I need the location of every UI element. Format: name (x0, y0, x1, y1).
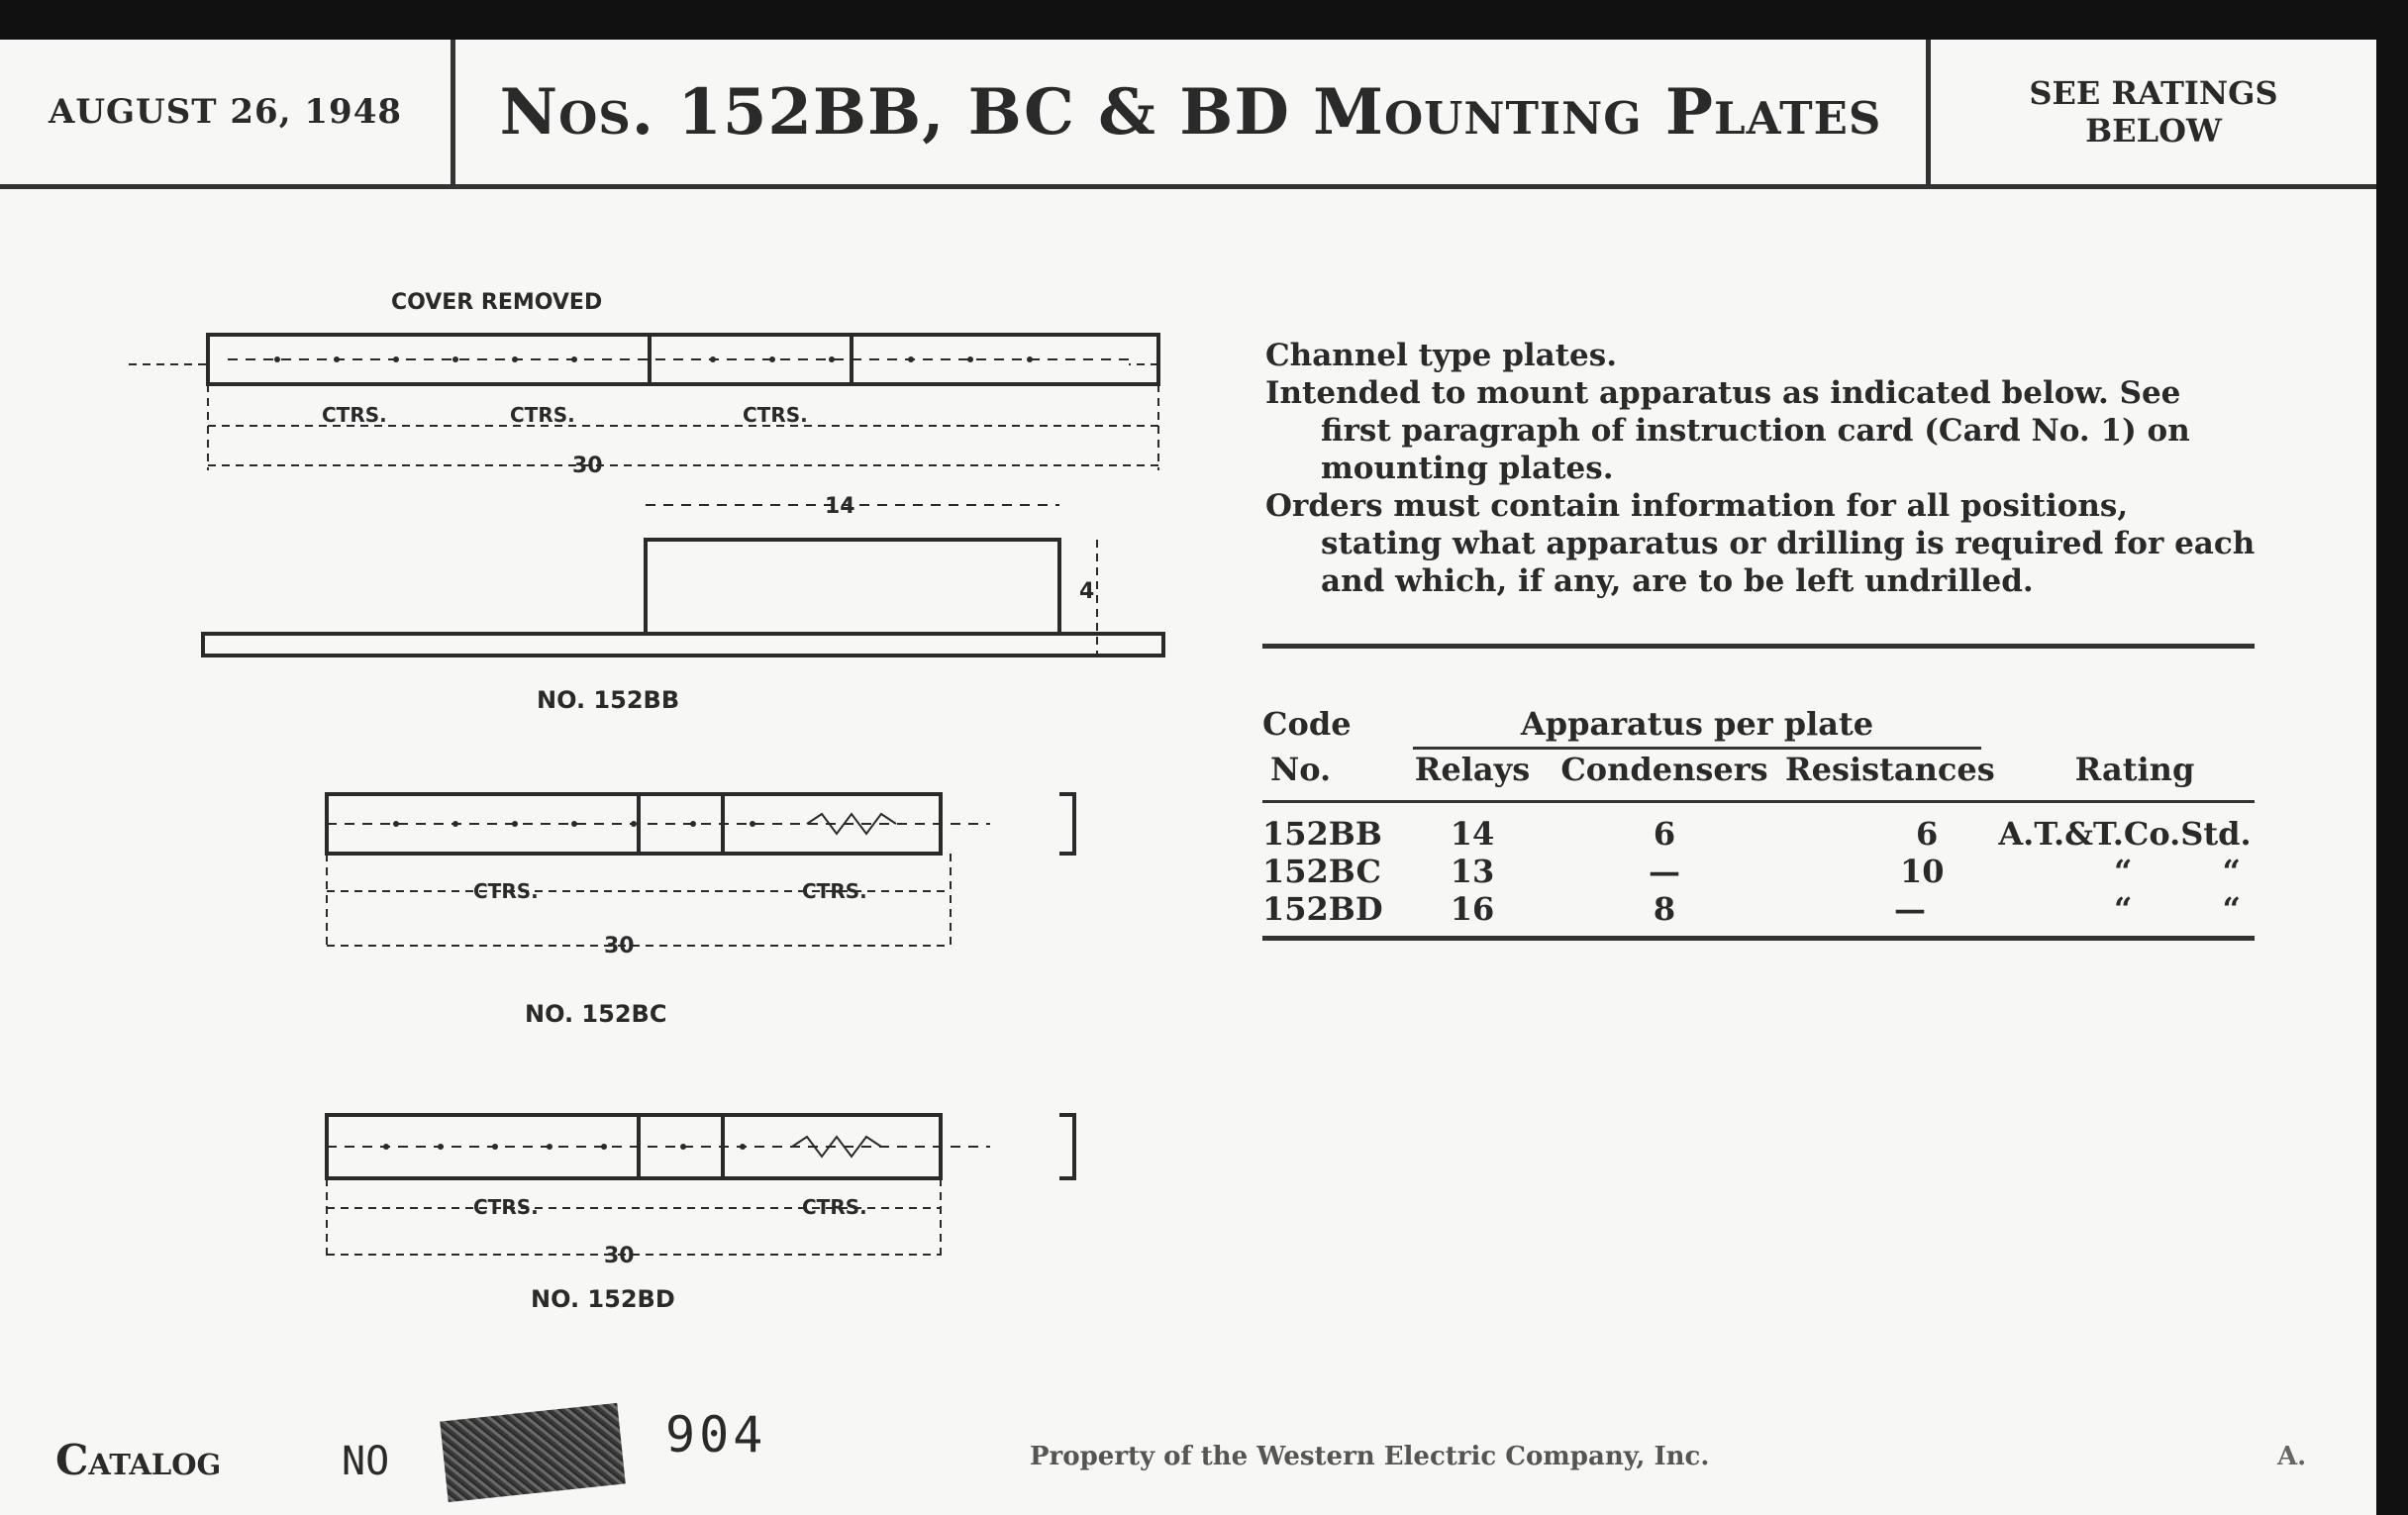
col-code: Code (1262, 705, 1352, 743)
ctrs-label-7: CTRS. (802, 1195, 867, 1219)
property-notice: Property of the Western Electric Company, Inc. (1030, 1442, 1710, 1471)
plate-152bb-side (203, 505, 1163, 656)
ctrs-label-6: CTRS. (473, 1195, 539, 1219)
ctrs-label-3: CTRS. (743, 403, 808, 427)
row-1-resistances: 6 (1916, 815, 1939, 853)
catalog-label: Catalog (55, 1436, 222, 1484)
cover-removed-label: COVER REMOVED (391, 290, 603, 315)
plate-152bb-plan (129, 335, 1158, 470)
page-title: Nos. 152BB, BC & BD Mounting Plates (455, 40, 1931, 184)
rating-note-line1: SEE RATINGS (2029, 74, 2278, 112)
row-3-rating: “ “ (2114, 890, 2241, 928)
row-2-relays: 13 (1450, 853, 1495, 890)
rating-note (1931, 40, 2376, 184)
ctrs-label-5: CTRS. (802, 879, 867, 903)
label-152bc: NO. 152BC (525, 1000, 667, 1028)
dim-14-bb: 14 (825, 494, 855, 519)
row-2-code: 152BC (1262, 853, 1381, 890)
col-rating: Rating (2074, 751, 2195, 788)
redaction-stamp (440, 1403, 626, 1502)
row-3-resistances: — (1894, 890, 1926, 928)
rating-note-line2: BELOW (2085, 112, 2222, 150)
label-152bb: NO. 152BB (537, 686, 680, 714)
row-3-relays: 16 (1450, 890, 1495, 928)
issue-date: AUGUST 26, 1948 (0, 40, 455, 184)
dim-30-bb: 30 (572, 454, 603, 478)
row-3-condensers: 8 (1653, 890, 1676, 928)
description-p2: Intended to mount apparatus as indicated below. See first paragraph of instruction card (Card No. 1) on mounting plates. (1265, 375, 2190, 486)
dim-30-bd: 30 (604, 1244, 635, 1268)
footer-mark: A. (2277, 1442, 2307, 1471)
plate-152bd (327, 1115, 1074, 1260)
ctrs-label-1: CTRS. (322, 403, 387, 427)
row-1-relays: 14 (1450, 815, 1495, 853)
technical-drawings (99, 218, 1168, 1337)
dim-4-bb: 4 (1079, 579, 1095, 604)
row-2-rating: “ “ (2114, 853, 2241, 890)
catalog-card (0, 40, 2376, 1515)
ctrs-label-2: CTRS. (510, 403, 575, 427)
drawings-svg (99, 218, 1168, 1337)
row-1-condensers: 6 (1653, 815, 1676, 853)
row-2-condensers: — (1649, 853, 1680, 890)
label-152bd: NO. 152BD (531, 1285, 675, 1313)
col-no: No. (1270, 751, 1332, 788)
description-p3: Orders must contain information for all positions, stating what apparatus or drilling is required for each and which, if any, are to be left undrilled. (1265, 488, 2256, 599)
ctrs-label-4: CTRS. (473, 879, 539, 903)
catalog-no-label: NO (342, 1439, 390, 1484)
col-resistances: Resistances (1785, 751, 1995, 788)
row-3-code: 152BD (1262, 890, 1383, 928)
card-header (0, 40, 2376, 189)
description (1265, 337, 2256, 600)
row-1-code: 152BB (1262, 815, 1382, 853)
row-1-rating: A.T.&T.Co.Std. (1998, 815, 2252, 853)
col-relays: Relays (1414, 751, 1531, 788)
col-condensers: Condensers (1560, 751, 1768, 788)
plate-152bc (327, 794, 1074, 951)
row-2-resistances: 10 (1900, 853, 1945, 890)
col-group: Apparatus per plate (1520, 705, 1874, 743)
catalog-number: 904 (665, 1406, 767, 1464)
description-p1: Channel type plates. (1265, 338, 1618, 373)
dim-30-bc: 30 (604, 934, 635, 959)
